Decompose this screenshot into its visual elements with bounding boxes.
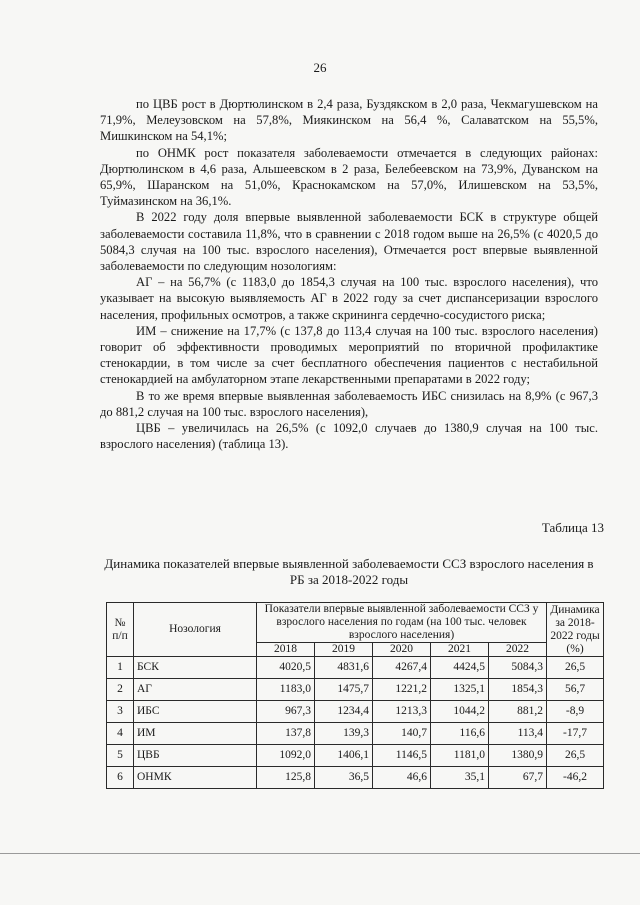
cell-value: 4831,6 <box>315 657 373 679</box>
cell-value: 4020,5 <box>257 657 315 679</box>
cell-dynamics: -46,2 <box>547 767 604 789</box>
cell-value: 46,6 <box>373 767 431 789</box>
cell-value: 1325,1 <box>431 679 489 701</box>
cell-number: 4 <box>107 723 134 745</box>
cell-value: 967,3 <box>257 701 315 723</box>
cell-value: 1234,4 <box>315 701 373 723</box>
cell-number: 5 <box>107 745 134 767</box>
table-row <box>107 679 604 701</box>
paragraph: по ОНМК рост показателя заболеваемости отмечается в следующих районах: Дюртюлинском в 4,6 раза, Альшеевском в 2 раза, Белебеевском на 73,9%, Дуванском на 65,9%, Шаранском на 51,0%, Краснокамском на 57,0%, Илишевском на 53,5%, Туймазинском на 36,1%. <box>100 145 598 209</box>
cell-nosology: АГ <box>134 679 257 701</box>
cell-value: 35,1 <box>431 767 489 789</box>
cell-value: 4424,5 <box>431 657 489 679</box>
cell-value: 1854,3 <box>489 679 547 701</box>
cell-nosology: ОНМК <box>134 767 257 789</box>
paragraph: В то же время впервые выявленная заболеваемость ИБС снизилась на 8,9% (с 967,3 до 881,2 случая на 100 тыс. взрослого населения), <box>100 388 598 419</box>
paragraph: ЦВБ – увеличилась на 26,5% (с 1092,0 случаев до 1380,9 случая на 100 тыс. взрослого населения) (таблица 13). <box>100 421 598 452</box>
table-row <box>107 701 604 723</box>
cell-dynamics: -8,9 <box>547 701 604 723</box>
cell-value: 36,5 <box>315 767 373 789</box>
cell-value: 1213,3 <box>373 701 431 723</box>
cell-value: 139,3 <box>315 723 373 745</box>
table-label: Таблица 13 <box>541 520 604 535</box>
header-number: № п/п <box>107 603 134 657</box>
cell-value: 140,7 <box>373 723 431 745</box>
cell-number: 2 <box>107 679 134 701</box>
cell-value: 881,2 <box>489 701 547 723</box>
header-nosology: Нозология <box>134 603 257 657</box>
body-text <box>100 96 598 452</box>
cell-nosology: БСК <box>134 657 257 679</box>
cell-dynamics: 26,5 <box>547 745 604 767</box>
paragraph: В 2022 году доля впервые выявленной заболеваемости БСК в структуре общей заболеваемости составила 11,8%, что в сравнении с 2018 годом выше на 26,5% (с 4020,5 до 5084,3 случая на 100 тыс. взрослого населения), Отмечается рост впервые выявленной заболеваемости по следующим нозологиям: <box>100 210 598 274</box>
footer-divider <box>0 853 640 854</box>
cell-value: 116,6 <box>431 723 489 745</box>
paragraph: по ЦВБ рост в Дюртюлинском в 2,4 раза, Буздякском в 2,0 раза, Чекмагушевском на 71,9%, Мелеузовском на 57,8%, Миякинском на 56,4 %, Салаватском на 55,5%, Мишкинском на 54,1%; <box>100 97 598 144</box>
cell-value: 113,4 <box>489 723 547 745</box>
cell-value: 5084,3 <box>489 657 547 679</box>
cell-nosology: ИМ <box>134 723 257 745</box>
cell-value: 1380,9 <box>489 745 547 767</box>
cell-value: 137,8 <box>257 723 315 745</box>
header-year: 2021 <box>431 643 489 657</box>
cell-value: 1044,2 <box>431 701 489 723</box>
cell-value: 1221,2 <box>373 679 431 701</box>
page-number: 26 <box>313 60 327 75</box>
cell-value: 1181,0 <box>431 745 489 767</box>
cell-value: 1092,0 <box>257 745 315 767</box>
cell-value: 1406,1 <box>315 745 373 767</box>
cell-value: 67,7 <box>489 767 547 789</box>
cell-number: 6 <box>107 767 134 789</box>
data-table <box>106 602 604 789</box>
table-caption: Динамика показателей впервые выявленной заболеваемости ССЗ взрослого населения в РБ за 2018-2022 годы <box>104 556 594 587</box>
cell-dynamics: -17,7 <box>547 723 604 745</box>
table-row <box>107 723 604 745</box>
cell-value: 1475,7 <box>315 679 373 701</box>
table-row <box>107 745 604 767</box>
cell-dynamics: 56,7 <box>547 679 604 701</box>
header-indicators: Показатели впервые выявленной заболеваемости ССЗ у взрослого населения по годам (на 100 тыс. человек взрослого населения) <box>257 603 547 643</box>
header-year: 2020 <box>373 643 431 657</box>
cell-number: 3 <box>107 701 134 723</box>
cell-value: 1146,5 <box>373 745 431 767</box>
cell-value: 125,8 <box>257 767 315 789</box>
table-row <box>107 767 604 789</box>
cell-nosology: ИБС <box>134 701 257 723</box>
header-year: 2018 <box>257 643 315 657</box>
cell-value: 1183,0 <box>257 679 315 701</box>
paragraph: АГ – на 56,7% (с 1183,0 до 1854,3 случая на 100 тыс. взрослого населения), что указывает на высокую выявляемость АГ в 2022 году за счет диспансеризации взрослого населения, профильных осмотров, а также скрининга сердечно-сосудистого риска; <box>100 275 598 322</box>
header-year: 2022 <box>489 643 547 657</box>
header-year: 2019 <box>315 643 373 657</box>
cell-number: 1 <box>107 657 134 679</box>
cell-dynamics: 26,5 <box>547 657 604 679</box>
table-row <box>107 657 604 679</box>
cell-nosology: ЦВБ <box>134 745 257 767</box>
header-dynamics: Динамика за 2018-2022 годы (%) <box>547 603 604 657</box>
cell-value: 4267,4 <box>373 657 431 679</box>
paragraph: ИМ – снижение на 17,7% (с 137,8 до 113,4 случая на 100 тыс. взрослого населения) говорит об эффективности проводимых мероприятий по вторичной профилактике стенокардии, в том числе за счет бесплатного обеспечения пациентов с нестабильной стенокардией на амбулаторном этапе лекарственными препаратами в 2022 году; <box>100 323 598 387</box>
